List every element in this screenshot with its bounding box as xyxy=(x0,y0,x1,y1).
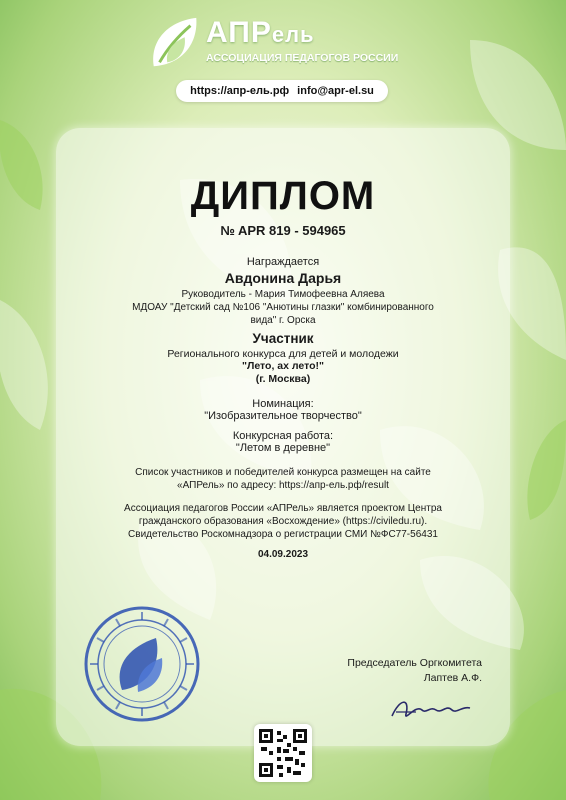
contact-links xyxy=(176,80,388,102)
contest-name: "Лето, ах лето!" xyxy=(241,360,325,372)
nomination-label: Номинация: xyxy=(252,398,314,410)
qr-code-icon xyxy=(259,729,307,777)
organization: МДОАУ "Детский сад №106 "Анютины глазки" комбинированного вида" г. Орска xyxy=(132,302,434,326)
nomination-value: "Изобразительное творчество" xyxy=(204,410,362,422)
association-note: Ассоциация педагогов России «АПРель» является проектом Центра гражданского образования «Восхождение» (https://civiledu.ru). Свидетельство Роскомнадзора о регистрации СМИ №ФС77-56431 xyxy=(124,503,442,540)
qr-code xyxy=(254,724,312,782)
leaf-logo-icon xyxy=(146,14,204,72)
site-link[interactable]: https://апр-ель.рф xyxy=(190,85,290,97)
chair-title: Председатель Оргкомитета xyxy=(347,657,482,669)
diploma-content xyxy=(56,128,510,560)
award-status: Участник xyxy=(252,331,314,346)
work-label: Конкурсная работа: xyxy=(232,430,334,442)
chair-name: Лаптев А.Ф. xyxy=(423,672,482,684)
supervisor: Руководитель - Мария Тимофеевна Аляева xyxy=(181,289,385,300)
header xyxy=(0,0,566,110)
stamp-seal xyxy=(82,604,202,724)
contest-city: (г. Москва) xyxy=(255,373,311,385)
awarded-label: Награждается xyxy=(246,256,320,268)
chair-block xyxy=(320,656,482,686)
email-link[interactable]: info@apr-el.su xyxy=(297,85,374,97)
contest-description: Регионального конкурса для детей и молодежи xyxy=(167,348,399,360)
work-value: "Летом в деревне" xyxy=(235,442,331,454)
brand-subtitle: АССОЦИАЦИЯ ПЕДАГОГОВ РОССИИ xyxy=(206,52,399,64)
results-note: Список участников и победителей конкурса размещен на сайте «АПРель» по адресу: https://апр-ель.рф/result xyxy=(135,467,431,491)
signature xyxy=(386,692,482,726)
recipient-name: Авдонина Дарья xyxy=(224,270,342,286)
diploma-title: ДИПЛОМ xyxy=(190,174,376,218)
diploma-number: № APR 819 - 594965 xyxy=(220,223,346,238)
brand-name: АПРель xyxy=(206,16,315,49)
issue-date: 04.09.2023 xyxy=(257,549,309,560)
